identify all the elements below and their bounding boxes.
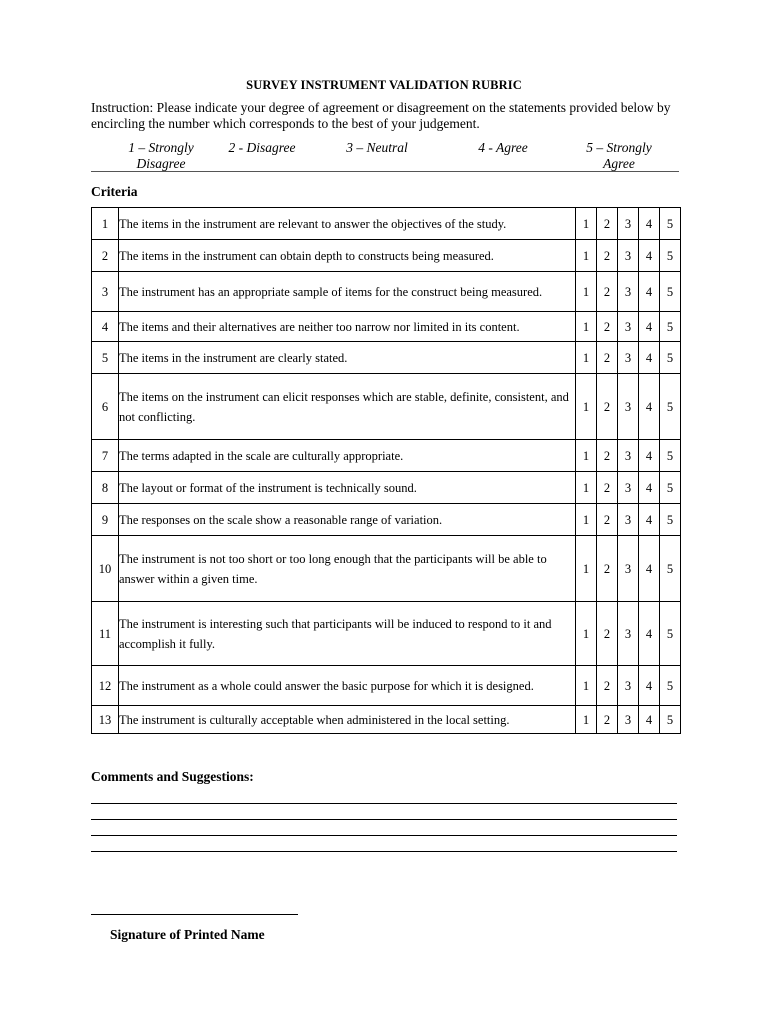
rating-option-3[interactable]: 3 [618, 312, 639, 342]
scale-item-4 [463, 140, 543, 156]
rating-option-4[interactable]: 4 [639, 472, 660, 504]
rating-option-3[interactable]: 3 [618, 374, 639, 440]
scale-item-5-line1: 5 – Strongly [586, 140, 652, 155]
rating-option-2[interactable]: 2 [597, 602, 618, 666]
criteria-number: 5 [92, 342, 119, 374]
rating-option-1[interactable]: 1 [576, 312, 597, 342]
criteria-row [92, 208, 681, 240]
criteria-number: 12 [92, 666, 119, 706]
criteria-statement: The items on the instrument can elicit responses which are stable, definite, consistent, and not conflicting. [119, 374, 576, 440]
criteria-statement: The terms adapted in the scale are culturally appropriate. [119, 440, 576, 472]
scale-item-1-line2: Disagree [136, 155, 186, 171]
criteria-statement: The items in the instrument can obtain depth to constructs being measured. [119, 240, 576, 272]
criteria-statement: The instrument is interesting such that participants will be induced to respond to it and accomplish it fully. [119, 602, 576, 666]
criteria-statement: The layout or format of the instrument is technically sound. [119, 472, 576, 504]
rating-option-5[interactable]: 5 [660, 208, 681, 240]
rating-option-4[interactable]: 4 [639, 706, 660, 734]
rating-option-2[interactable]: 2 [597, 706, 618, 734]
scale-item-5 [569, 140, 669, 171]
criteria-row [92, 342, 681, 374]
rating-option-5[interactable]: 5 [660, 472, 681, 504]
rating-option-5[interactable]: 5 [660, 706, 681, 734]
rating-option-3[interactable]: 3 [618, 536, 639, 602]
scale-item-5-line2: Agree [603, 155, 635, 171]
criteria-statement: The responses on the scale show a reasonable range of variation. [119, 504, 576, 536]
rating-option-5[interactable]: 5 [660, 602, 681, 666]
criteria-number: 3 [92, 272, 119, 312]
rating-option-5[interactable]: 5 [660, 374, 681, 440]
rating-option-1[interactable]: 1 [576, 504, 597, 536]
rating-option-2[interactable]: 2 [597, 504, 618, 536]
comment-line[interactable] [91, 851, 677, 852]
criteria-statement: The instrument has an appropriate sample of items for the construct being measured. [119, 272, 576, 312]
scale-item-3 [337, 140, 417, 156]
comment-line[interactable] [91, 803, 677, 804]
criteria-row [92, 312, 681, 342]
rating-option-1[interactable]: 1 [576, 666, 597, 706]
rating-option-1[interactable]: 1 [576, 602, 597, 666]
rating-option-3[interactable]: 3 [618, 666, 639, 706]
criteria-table [91, 207, 681, 734]
criteria-number: 2 [92, 240, 119, 272]
rating-option-4[interactable]: 4 [639, 312, 660, 342]
rating-option-5[interactable]: 5 [660, 240, 681, 272]
rating-option-3[interactable]: 3 [618, 440, 639, 472]
rating-option-2[interactable]: 2 [597, 312, 618, 342]
criteria-row [92, 504, 681, 536]
rating-option-4[interactable]: 4 [639, 374, 660, 440]
criteria-statement: The instrument as a whole could answer the basic purpose for which it is designed. [119, 666, 576, 706]
signature-label: Signature of Printed Name [110, 927, 265, 942]
scale-item-1 [111, 140, 211, 171]
criteria-row [92, 706, 681, 734]
comment-line[interactable] [91, 835, 677, 836]
scale-item-2 [217, 140, 307, 156]
rating-option-5[interactable]: 5 [660, 272, 681, 312]
rating-option-3[interactable]: 3 [618, 240, 639, 272]
rating-option-5[interactable]: 5 [660, 312, 681, 342]
rating-scale-legend [91, 140, 679, 172]
criteria-number: 1 [92, 208, 119, 240]
rating-option-2[interactable]: 2 [597, 208, 618, 240]
rating-option-4[interactable]: 4 [639, 240, 660, 272]
comment-line[interactable] [91, 819, 677, 820]
rating-option-2[interactable]: 2 [597, 536, 618, 602]
criteria-row [92, 472, 681, 504]
rating-option-3[interactable]: 3 [618, 504, 639, 536]
rating-option-1[interactable]: 1 [576, 342, 597, 374]
criteria-number: 8 [92, 472, 119, 504]
rating-option-2[interactable]: 2 [597, 472, 618, 504]
rating-option-1[interactable]: 1 [576, 240, 597, 272]
criteria-number: 9 [92, 504, 119, 536]
criteria-number: 11 [92, 602, 119, 666]
rating-option-1[interactable]: 1 [576, 472, 597, 504]
rating-option-3[interactable]: 3 [618, 272, 639, 312]
criteria-label: Criteria [91, 184, 138, 199]
rating-option-1[interactable]: 1 [576, 536, 597, 602]
comments-label: Comments and Suggestions: [91, 769, 254, 784]
criteria-row [92, 536, 681, 602]
criteria-row [92, 440, 681, 472]
rating-option-5[interactable]: 5 [660, 342, 681, 374]
criteria-row [92, 666, 681, 706]
criteria-number: 13 [92, 706, 119, 734]
rating-option-3[interactable]: 3 [618, 706, 639, 734]
criteria-statement: The instrument is not too short or too long enough that the participants will be able to answer within a given time. [119, 536, 576, 602]
rating-option-4[interactable]: 4 [639, 440, 660, 472]
criteria-number: 6 [92, 374, 119, 440]
rating-option-3[interactable]: 3 [618, 208, 639, 240]
page-title: SURVEY INSTRUMENT VALIDATION RUBRIC [246, 78, 522, 92]
rating-option-4[interactable]: 4 [639, 666, 660, 706]
criteria-row [92, 272, 681, 312]
criteria-statement: The items in the instrument are relevant to answer the objectives of the study. [119, 208, 576, 240]
criteria-row [92, 602, 681, 666]
rating-option-2[interactable]: 2 [597, 342, 618, 374]
criteria-number: 10 [92, 536, 119, 602]
rating-option-4[interactable]: 4 [639, 504, 660, 536]
rating-option-1[interactable]: 1 [576, 440, 597, 472]
rating-option-2[interactable]: 2 [597, 272, 618, 312]
rating-option-1[interactable]: 1 [576, 272, 597, 312]
criteria-statement: The items and their alternatives are neither too narrow nor limited in its content. [119, 312, 576, 342]
rating-option-3[interactable]: 3 [618, 602, 639, 666]
criteria-row [92, 240, 681, 272]
scale-item-2-line1: 2 - Disagree [228, 140, 296, 155]
rating-option-5[interactable]: 5 [660, 536, 681, 602]
rating-option-2[interactable]: 2 [597, 374, 618, 440]
instruction-text: Instruction: Please indicate your degree of agreement or disagreement on the statements provided below by encircling the number which corresponds to the best of your judgement. [91, 100, 671, 131]
criteria-row [92, 374, 681, 440]
rating-option-5[interactable]: 5 [660, 666, 681, 706]
rating-option-1[interactable]: 1 [576, 208, 597, 240]
rating-option-4[interactable]: 4 [639, 536, 660, 602]
rating-option-5[interactable]: 5 [660, 440, 681, 472]
criteria-number: 4 [92, 312, 119, 342]
rating-option-3[interactable]: 3 [618, 472, 639, 504]
rating-option-4[interactable]: 4 [639, 602, 660, 666]
rating-option-3[interactable]: 3 [618, 342, 639, 374]
rating-option-1[interactable]: 1 [576, 706, 597, 734]
scale-item-1-line1: 1 – Strongly [128, 140, 194, 155]
rating-option-4[interactable]: 4 [639, 208, 660, 240]
signature-line[interactable] [91, 914, 298, 915]
rating-option-4[interactable]: 4 [639, 342, 660, 374]
rating-option-2[interactable]: 2 [597, 240, 618, 272]
rating-option-2[interactable]: 2 [597, 440, 618, 472]
criteria-statement: The instrument is culturally acceptable when administered in the local setting. [119, 706, 576, 734]
scale-item-3-line1: 3 – Neutral [346, 140, 408, 155]
rating-option-5[interactable]: 5 [660, 504, 681, 536]
rating-option-2[interactable]: 2 [597, 666, 618, 706]
criteria-number: 7 [92, 440, 119, 472]
rating-option-1[interactable]: 1 [576, 374, 597, 440]
rating-option-4[interactable]: 4 [639, 272, 660, 312]
criteria-statement: The items in the instrument are clearly stated. [119, 342, 576, 374]
scale-item-4-line1: 4 - Agree [478, 140, 528, 155]
